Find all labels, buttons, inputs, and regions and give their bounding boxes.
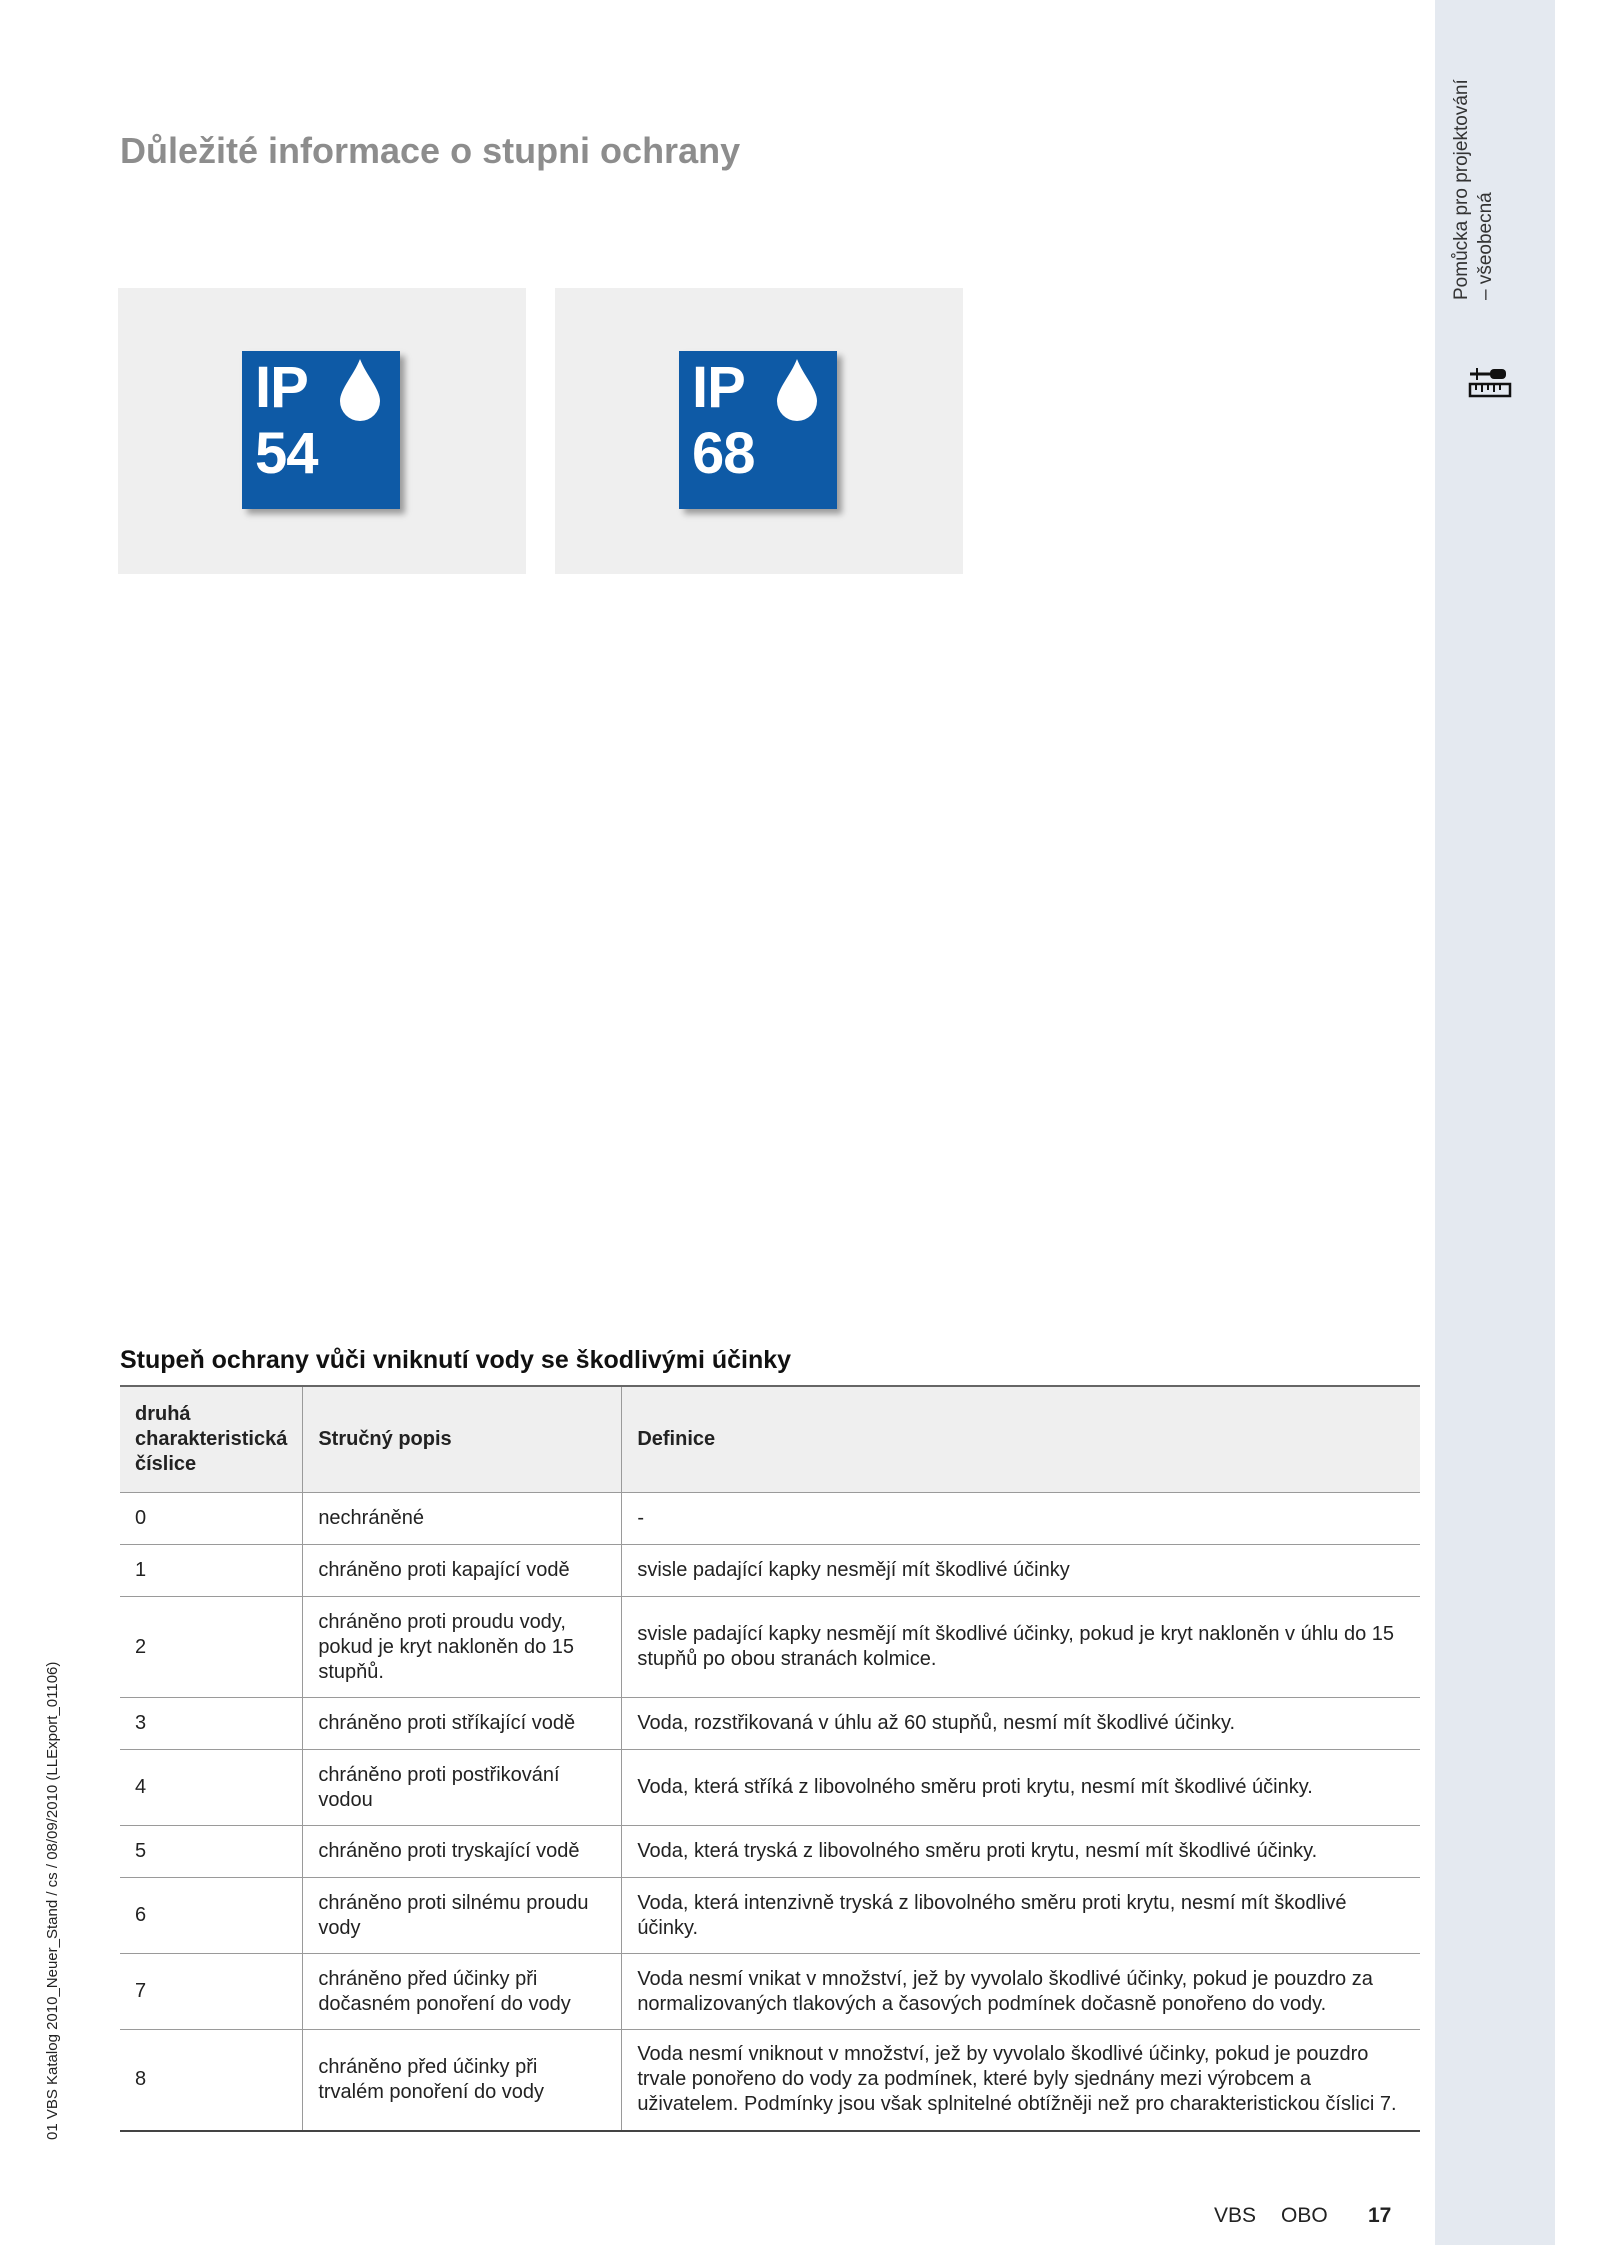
footer-brand-obo: OBO xyxy=(1281,2204,1328,2227)
cell-digit: 8 xyxy=(120,2030,303,2131)
water-drop-icon xyxy=(773,357,821,423)
water-drop-icon xyxy=(336,357,384,423)
cell-definition: - xyxy=(622,1493,1420,1545)
cell-short-description: nechráněné xyxy=(303,1493,622,1545)
ip54-badge xyxy=(242,351,400,509)
cell-digit: 6 xyxy=(120,1878,303,1954)
header-definition: Definice xyxy=(622,1386,1420,1493)
table-row xyxy=(120,1493,1420,1545)
table-row xyxy=(120,1698,1420,1750)
header-digit: druhá charakteristická číslice xyxy=(120,1386,303,1493)
sidebar-title-line1: Pomůcka pro projektování xyxy=(1451,79,1472,300)
cell-short-description: chráněno před účinky při dočasném ponoření do vody xyxy=(303,1954,622,2030)
header-short-description: Stručný popis xyxy=(303,1386,622,1493)
cell-short-description: chráněno proti stříkající vodě xyxy=(303,1698,622,1750)
cell-definition: Voda, která stříká z libovolného směru proti krytu, nesmí mít škodlivé účinky. xyxy=(622,1750,1420,1826)
cell-short-description: chráněno proti tryskající vodě xyxy=(303,1826,622,1878)
ruler-and-screwdriver-icon xyxy=(1468,362,1512,398)
table-row xyxy=(120,1954,1420,2030)
cell-digit: 5 xyxy=(120,1826,303,1878)
sidebar-band xyxy=(1435,0,1555,2245)
table-row xyxy=(120,1597,1420,1698)
cell-short-description: chráněno proti proudu vody, pokud je kryt nakloněn do 15 stupňů. xyxy=(303,1597,622,1698)
cell-short-description: chráněno proti postřikování vodou xyxy=(303,1750,622,1826)
ip68-image xyxy=(555,288,963,574)
cell-digit: 4 xyxy=(120,1750,303,1826)
sidebar-title-line2: – všeobecná xyxy=(1475,192,1496,300)
table-row xyxy=(120,2030,1420,2131)
protection-table xyxy=(120,1385,1420,2132)
table-row xyxy=(120,1826,1420,1878)
table-row xyxy=(120,1878,1420,1954)
page-title: Důležité informace o stupni ochrany xyxy=(120,130,741,171)
page-number: 17 xyxy=(1368,2204,1392,2227)
table-header-row xyxy=(120,1386,1420,1493)
cell-short-description: chráněno před účinky při trvalém ponoření do vody xyxy=(303,2030,622,2131)
ip68-label: IP xyxy=(692,355,745,420)
sidebar-title xyxy=(1450,0,1520,300)
cell-digit: 2 xyxy=(120,1597,303,1698)
table-row xyxy=(120,1750,1420,1826)
cell-definition: Voda, rozstřikovaná v úhlu až 60 stupňů, nesmí mít škodlivé účinky. xyxy=(622,1698,1420,1750)
ip68-number: 68 xyxy=(692,421,755,486)
cell-definition: Voda, která intenzivně tryská z libovolného směru proti krytu, nesmí mít škodlivé účinky. xyxy=(622,1878,1420,1954)
cell-digit: 1 xyxy=(120,1545,303,1597)
print-info-footer: 01 VBS Katalog 2010_Neuer_Stand / cs / 08/09/2010 (LLExport_01106) xyxy=(44,1661,61,2140)
ip54-image xyxy=(118,288,526,574)
footer-brand-vbs: VBS xyxy=(1214,2204,1257,2227)
cell-definition: Voda nesmí vnikat v množství, jež by vyvolalo škodlivé účinky, pokud je pouzdro za normalizovaných tlakových a časových podmínek dočasně ponořeno do vody. xyxy=(622,1954,1420,2030)
ip68-badge xyxy=(679,351,837,509)
cell-digit: 0 xyxy=(120,1493,303,1545)
cell-short-description: chráněno proti kapající vodě xyxy=(303,1545,622,1597)
section-title: Stupeň ochrany vůči vniknutí vody se škodlivými účinky xyxy=(120,1346,792,1374)
cell-short-description: chráněno proti silnému proudu vody xyxy=(303,1878,622,1954)
cell-definition: svisle padající kapky nesmějí mít škodlivé účinky xyxy=(622,1545,1420,1597)
cell-digit: 7 xyxy=(120,1954,303,2030)
ip54-label: IP xyxy=(255,355,308,420)
cell-definition: Voda, která tryská z libovolného směru proti krytu, nesmí mít škodlivé účinky. xyxy=(622,1826,1420,1878)
cell-definition: svisle padající kapky nesmějí mít škodlivé účinky, pokud je kryt nakloněn v úhlu do 15 stupňů po obou stranách kolmice. xyxy=(622,1597,1420,1698)
cell-digit: 3 xyxy=(120,1698,303,1750)
table-row xyxy=(120,1545,1420,1597)
ip54-number: 54 xyxy=(255,421,318,486)
cell-definition: Voda nesmí vniknout v množství, jež by vyvolalo škodlivé účinky, pokud je pouzdro trvale ponořeno do vody za podmínek, které byly sjednány mezi výrobcem a uživatelem. Podmínky jsou však splnitelné obtížněji než pro charakteristickou číslici 7. xyxy=(622,2030,1420,2131)
